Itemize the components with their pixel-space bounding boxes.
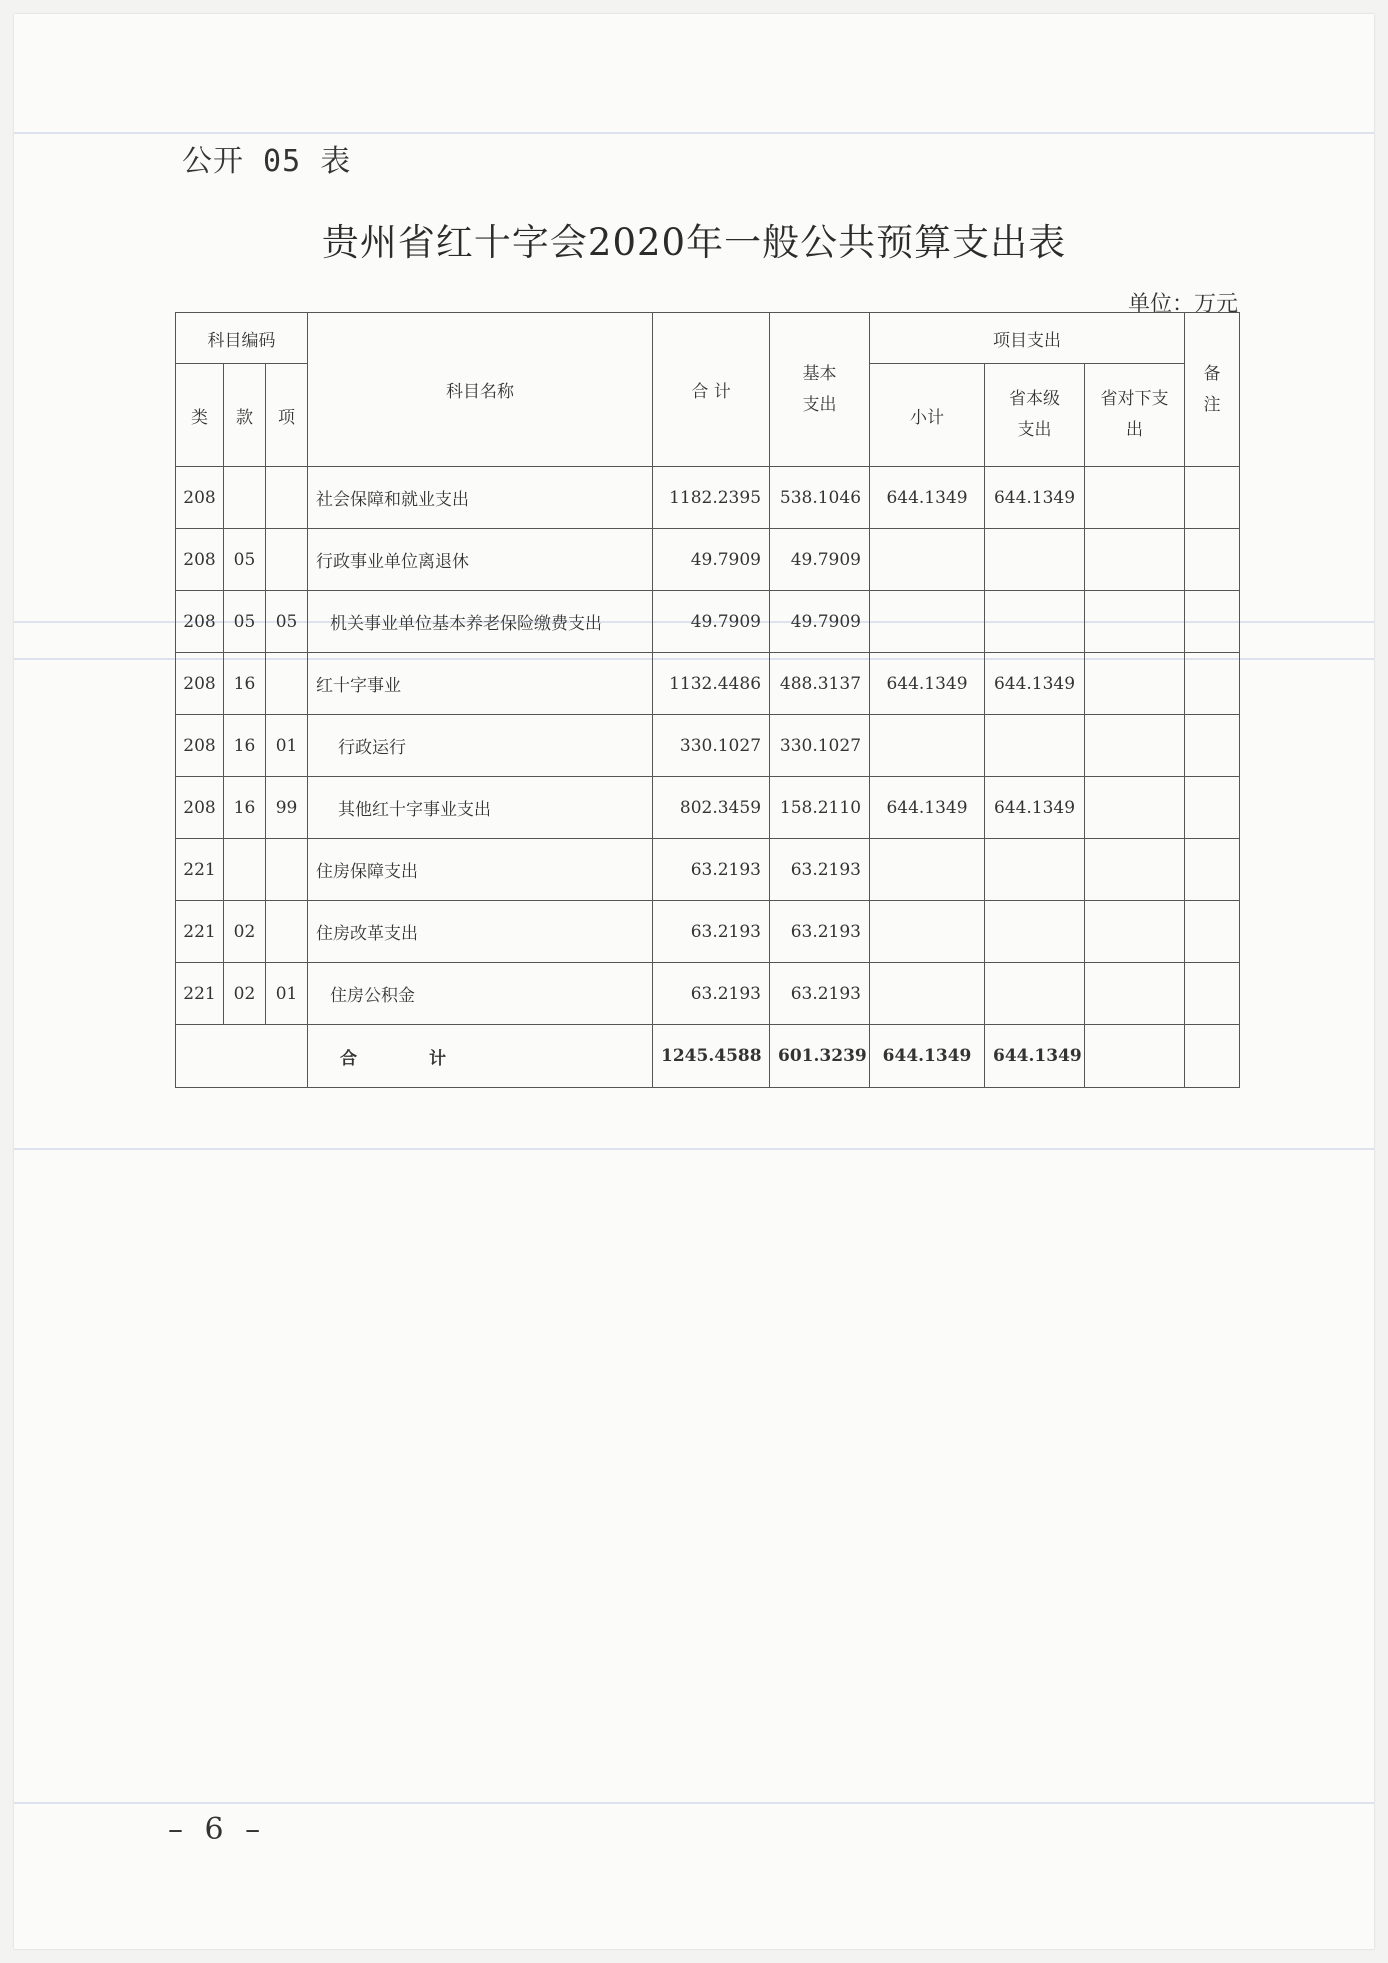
basic-cell: 158.2110: [770, 777, 870, 839]
xiang-cell: 99: [266, 777, 308, 839]
subject-name-cell: 红十字事业: [308, 653, 653, 715]
table-row: [176, 591, 1240, 653]
total-code-cell: [176, 1025, 308, 1088]
provincial-cell: 644.1349: [985, 467, 1085, 529]
subject-name-cell: 住房公积金: [308, 963, 653, 1025]
kuan-cell: 05: [224, 529, 266, 591]
provincial-cell: 644.1349: [985, 653, 1085, 715]
provincial-cell: [985, 963, 1085, 1025]
subject-name-cell: 机关事业单位基本养老保险缴费支出: [308, 591, 653, 653]
remark-cell: [1185, 653, 1240, 715]
total-cell: 1182.2395: [653, 467, 770, 529]
lei-cell: 208: [176, 653, 224, 715]
subtotal-cell: [870, 715, 985, 777]
subject-name-cell: 其他红十字事业支出: [308, 777, 653, 839]
remark-cell: [1185, 591, 1240, 653]
remark-cell: [1185, 467, 1240, 529]
table-row: [176, 901, 1240, 963]
lei-cell: 208: [176, 591, 224, 653]
scan-artifact-line: [14, 132, 1374, 134]
document-title: 贵州省红十字会2020年一般公共预算支出表: [321, 221, 1067, 264]
subtotal-cell: 644.1349: [870, 777, 985, 839]
total-cell: 63.2193: [653, 901, 770, 963]
kuan-cell: [224, 839, 266, 901]
subtotal-cell: 644.1349: [870, 653, 985, 715]
kuan-cell: 16: [224, 715, 266, 777]
basic-cell: 63.2193: [770, 901, 870, 963]
table-row: [176, 963, 1240, 1025]
provincial-cell: [985, 715, 1085, 777]
lei-cell: 208: [176, 529, 224, 591]
provincial-total-cell: 644.1349: [985, 1025, 1085, 1088]
total-cell: 802.3459: [653, 777, 770, 839]
lei-cell: 208: [176, 715, 224, 777]
xiang-cell: [266, 467, 308, 529]
transfer-to-lower-cell: [1085, 901, 1185, 963]
grand-total-cell: 1245.4588: [653, 1025, 770, 1088]
transfer-to-lower-cell: [1085, 839, 1185, 901]
transfer-to-lower-cell: [1085, 529, 1185, 591]
kuan-cell: 16: [224, 777, 266, 839]
subtotal-cell: [870, 529, 985, 591]
provincial-cell: [985, 591, 1085, 653]
provincial-expenditure-header: 省本级 支出: [985, 364, 1085, 467]
remark-cell: [1185, 529, 1240, 591]
basic-cell: 538.1046: [770, 467, 870, 529]
xiang-cell: 01: [266, 963, 308, 1025]
basic-cell: 49.7909: [770, 529, 870, 591]
subject-name-cell: 社会保障和就业支出: [308, 467, 653, 529]
lei-cell: 208: [176, 467, 224, 529]
total-cell: 63.2193: [653, 839, 770, 901]
transfer-to-lower-header: 省对下支 出: [1085, 364, 1185, 467]
subject-name-header: 科目名称: [308, 313, 653, 467]
subtotal-cell: [870, 901, 985, 963]
subtotal-cell: [870, 591, 985, 653]
transfer-to-lower-cell: [1085, 591, 1185, 653]
xiang-header: 项: [266, 364, 308, 467]
total-cell: 49.7909: [653, 591, 770, 653]
total-cell: 49.7909: [653, 529, 770, 591]
kuan-cell: 02: [224, 901, 266, 963]
xiang-cell: 01: [266, 715, 308, 777]
remark-cell: [1185, 901, 1240, 963]
table-header-row: [176, 313, 1240, 364]
basic-cell: 63.2193: [770, 963, 870, 1025]
subtotal-cell: 644.1349: [870, 467, 985, 529]
xiang-cell: [266, 529, 308, 591]
total-cell: 1132.4486: [653, 653, 770, 715]
table-row: [176, 839, 1240, 901]
subtotal-total-cell: 644.1349: [870, 1025, 985, 1088]
total-cell: 330.1027: [653, 715, 770, 777]
total-cell: 63.2193: [653, 963, 770, 1025]
subject-name-cell: 住房改革支出: [308, 901, 653, 963]
kuan-header: 款: [224, 364, 266, 467]
subject-name-cell: 行政事业单位离退休: [308, 529, 653, 591]
provincial-cell: [985, 839, 1085, 901]
lei-cell: 221: [176, 839, 224, 901]
basic-total-cell: 601.3239: [770, 1025, 870, 1088]
basic-expenditure-header: 基本 支出: [770, 313, 870, 467]
table-total-row: [176, 1025, 1240, 1088]
lei-header: 类: [176, 364, 224, 467]
subject-name-cell: 住房保障支出: [308, 839, 653, 901]
kuan-cell: 02: [224, 963, 266, 1025]
project-expenditure-header: 项目支出: [870, 313, 1185, 364]
xiang-cell: [266, 653, 308, 715]
kuan-cell: [224, 467, 266, 529]
subtotal-cell: [870, 839, 985, 901]
table-code-label: 公开 05 表: [182, 144, 352, 179]
table-row: [176, 653, 1240, 715]
scan-artifact-line: [14, 1148, 1374, 1150]
kuan-cell: 05: [224, 591, 266, 653]
provincial-cell: [985, 529, 1085, 591]
transfer-to-lower-cell: [1085, 715, 1185, 777]
kuan-cell: 16: [224, 653, 266, 715]
table-row: [176, 715, 1240, 777]
xiang-cell: [266, 839, 308, 901]
basic-cell: 63.2193: [770, 839, 870, 901]
lei-cell: 208: [176, 777, 224, 839]
total-header: 合 计: [653, 313, 770, 467]
transfer-to-lower-total-cell: [1085, 1025, 1185, 1088]
remark-cell: [1185, 777, 1240, 839]
basic-cell: 49.7909: [770, 591, 870, 653]
subject-code-header: 科目编码: [176, 313, 308, 364]
lei-cell: 221: [176, 963, 224, 1025]
transfer-to-lower-cell: [1085, 467, 1185, 529]
subtotal-header: 小计: [870, 364, 985, 467]
table-row: [176, 529, 1240, 591]
remark-cell: [1185, 963, 1240, 1025]
total-label-cell: 合计: [308, 1025, 653, 1088]
transfer-to-lower-cell: [1085, 653, 1185, 715]
remark-cell: [1185, 715, 1240, 777]
provincial-cell: [985, 901, 1085, 963]
subtotal-cell: [870, 963, 985, 1025]
lei-cell: 221: [176, 901, 224, 963]
remark-header: 备 注: [1185, 313, 1240, 467]
scan-artifact-line: [14, 1802, 1374, 1804]
budget-expenditure-table: [175, 312, 1240, 1088]
basic-cell: 330.1027: [770, 715, 870, 777]
xiang-cell: 05: [266, 591, 308, 653]
page-number: – 6 –: [168, 1812, 267, 1847]
transfer-to-lower-cell: [1085, 777, 1185, 839]
transfer-to-lower-cell: [1085, 963, 1185, 1025]
subject-name-cell: 行政运行: [308, 715, 653, 777]
xiang-cell: [266, 901, 308, 963]
remark-total-cell: [1185, 1025, 1240, 1088]
unit-label: 单位：万元: [1127, 292, 1238, 317]
provincial-cell: 644.1349: [985, 777, 1085, 839]
table-row: [176, 777, 1240, 839]
remark-cell: [1185, 839, 1240, 901]
basic-cell: 488.3137: [770, 653, 870, 715]
table-row: [176, 467, 1240, 529]
